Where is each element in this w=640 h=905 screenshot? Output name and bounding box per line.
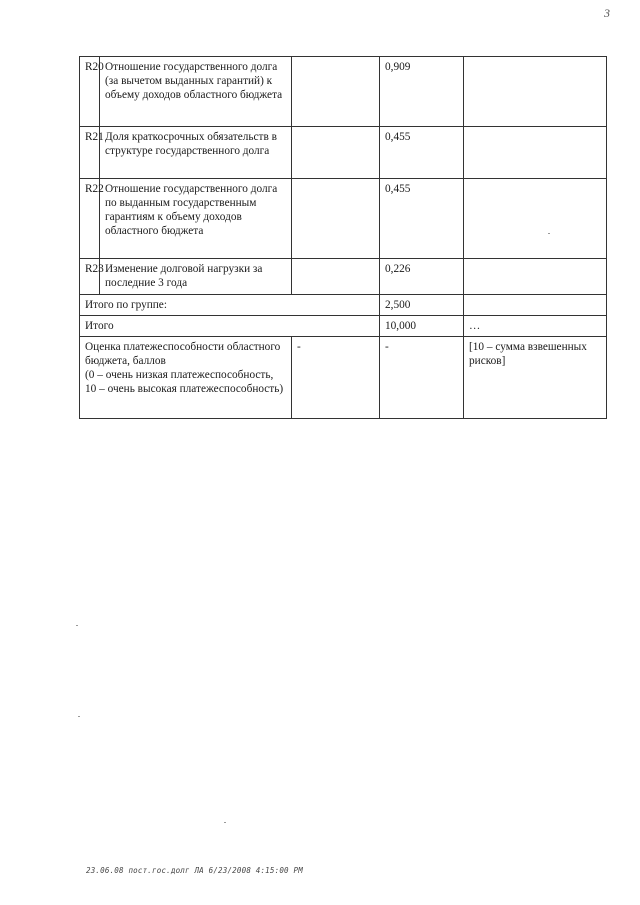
row-col-c: [464, 179, 607, 259]
row-col-c: [464, 57, 607, 127]
row-col-a: [292, 57, 380, 127]
table-row: [80, 57, 607, 127]
row-col-a: [292, 127, 380, 179]
group-total-label: Итого по группе:: [80, 295, 380, 316]
row-col-c: [464, 127, 607, 179]
scan-speck: [76, 625, 78, 626]
assessment-col-c: [10 – сумма взвешенных рисков]: [464, 337, 607, 419]
assessment-row: [80, 337, 607, 419]
row-name: Отношение государственного долга (за вычетом выданных гарантий) к объему доходов областного бюджета: [100, 57, 292, 127]
row-name: Отношение государственного долга по выданным государственным гарантиям к объему доходов областного бюджета: [100, 179, 292, 259]
row-col-c: [464, 259, 607, 295]
scan-speck: [548, 233, 550, 234]
row-code: R22: [80, 179, 100, 259]
table-row: [80, 179, 607, 259]
assessment-label: Оценка платежеспособности областного бюджета, баллов: [85, 341, 281, 367]
risk-weights-table: [79, 56, 607, 419]
total-row: [80, 316, 607, 337]
row-weight: 0,226: [380, 259, 464, 295]
total-weight: 10,000: [380, 316, 464, 337]
row-name: Доля краткосрочных обязательств в структуре государственного долга: [100, 127, 292, 179]
row-code: R23: [80, 259, 100, 295]
page-number: 3: [604, 6, 610, 20]
row-code: R20: [80, 57, 100, 127]
row-col-a: [292, 259, 380, 295]
assessment-label-cell: [80, 337, 292, 419]
row-name: Изменение долговой нагрузки за последние 3 года: [100, 259, 292, 295]
row-weight: 0,909: [380, 57, 464, 127]
assessment-col-b: -: [380, 337, 464, 419]
group-total-row: [80, 295, 607, 316]
total-label: Итого: [80, 316, 380, 337]
row-col-a: [292, 179, 380, 259]
assessment-scale-note: (0 – очень низкая платежеспособность, 10 – очень высокая платежеспособность): [85, 369, 284, 395]
group-total-col-c: [464, 295, 607, 316]
assessment-col-a: -: [292, 337, 380, 419]
row-weight: 0,455: [380, 127, 464, 179]
group-total-weight: 2,500: [380, 295, 464, 316]
scan-speck: [224, 822, 226, 823]
scan-speck: [78, 716, 80, 717]
table-row: [80, 127, 607, 179]
document-footer: 23.06.08 пост.гос.долг ЛА 6/23/2008 4:15:00 PM: [86, 866, 303, 875]
total-col-c: …: [464, 316, 607, 337]
table-row: [80, 259, 607, 295]
row-code: R21: [80, 127, 100, 179]
row-weight: 0,455: [380, 179, 464, 259]
